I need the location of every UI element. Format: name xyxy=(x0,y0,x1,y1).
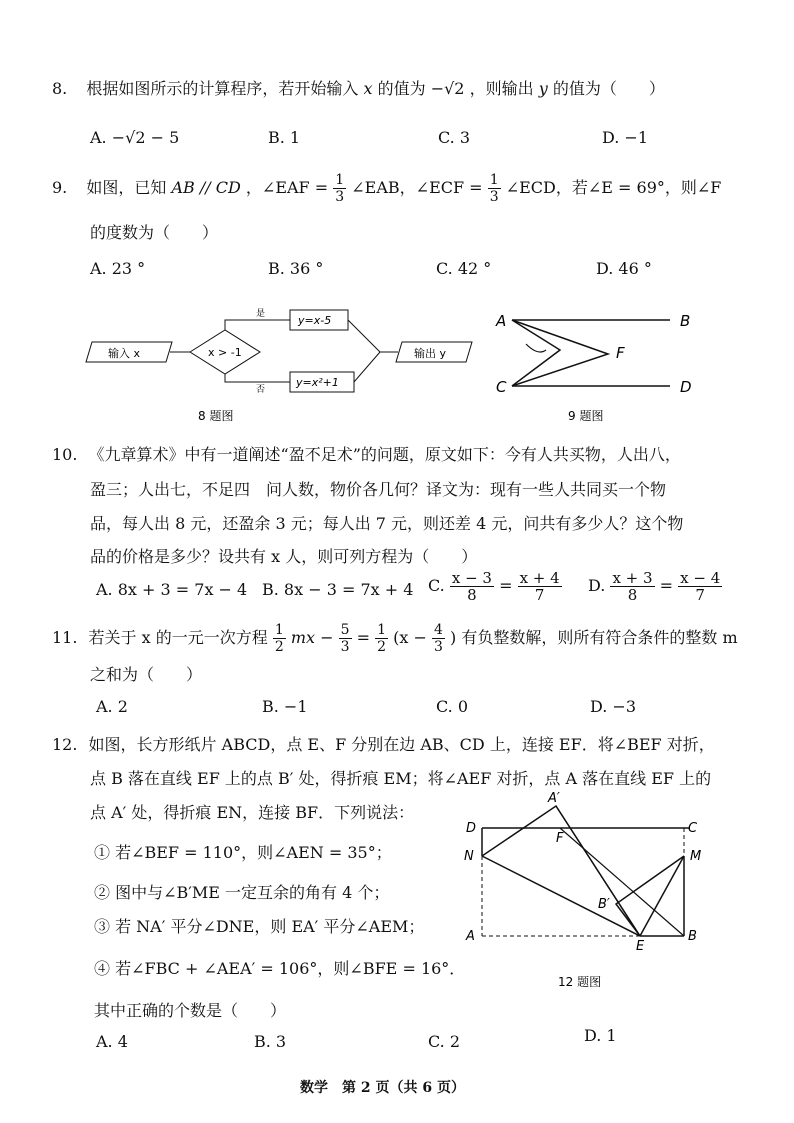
q12-statement-3: ③ 若 NA′ 平分∠DNE，则 EA′ 平分∠AEM； xyxy=(94,917,425,936)
q9-fraction-2: $\frac{1}{3}$ xyxy=(489,172,499,205)
q12-stem-line3: 点 A′ 处，得折痕 EN，连接 BF．下列说法： xyxy=(90,803,415,822)
q9-option-b: B. 36 ° xyxy=(268,259,324,278)
flowchart-condition-text: x > -1 xyxy=(208,346,242,359)
q10-stem-line2: 盈三；人出七，不足四 问人数，物价各几何？译文为：现有一些人共同买一个物 xyxy=(90,480,667,499)
flowchart-output-text: 输出 y xyxy=(414,347,447,360)
q9-option-a: A. 23 ° xyxy=(90,259,146,278)
q11-stem-line1: 11. 若关于 x 的一元一次方程 $\frac{1}{2}$ mx − $\frac{5}{3}$ = $\frac{1}{2}$ (x − $\frac{4}{3}$ ) 有负整数解，则所有符合条件的整数 m xyxy=(52,622,738,655)
q10-stem-line3: 品，每人出 8 元，还盈余 3 元；每人出 7 元，则还差 4 元，问共有多少人？这个物 xyxy=(90,514,684,533)
fold-n-a1-e xyxy=(482,806,640,936)
q10-stem-line4: 品的价格是多少？设共有 x 人，则可列方程为（ ） xyxy=(90,547,478,566)
q11-stem-line2: 之和为（ ） xyxy=(90,665,203,684)
q10-option-a: A. 8x + 3 = 7x − 4 xyxy=(96,580,248,599)
q8-text-a: 根据如图所示的计算程序，若开始输入 xyxy=(86,79,359,98)
q9-stem-line2: 的度数为（ ） xyxy=(90,223,219,242)
flowchart-top-formula: y=x-5 xyxy=(298,314,332,327)
crease-en xyxy=(482,856,640,936)
path-a-e-c xyxy=(512,320,560,386)
flowchart-yes-label: 是 xyxy=(256,309,266,319)
flowchart-bottom-box xyxy=(290,372,354,392)
figure-9-caption: 9 题图 xyxy=(568,409,604,423)
label-a: A xyxy=(496,312,507,330)
label-c: C xyxy=(688,821,698,836)
q9-text-c: ∠EAB，∠ECF = xyxy=(351,178,483,197)
flowchart-bottom-formula: y=x²+1 xyxy=(296,376,339,389)
figure-12-diagram xyxy=(460,790,720,995)
q9-number: 9. xyxy=(52,178,68,197)
q9-stem-line1 xyxy=(52,172,721,205)
q12-stem-line2: 点 B 落在直线 EF 上的点 B′ 处，得折痕 EM；将∠AEF 对折，点 A 落在直线 EF 上的 xyxy=(90,769,712,788)
q8-text-d: 的值为（ ） xyxy=(552,79,665,98)
q10-option-d: D. $\frac{x + 3}{8}$ = $\frac{x - 4}{7}$ xyxy=(588,569,721,604)
q9-fraction-1: $\frac{1}{3}$ xyxy=(335,172,345,205)
flowchart-top-box xyxy=(290,310,348,330)
q10-text-1: 《九章算术》中有一道阐述“盈不足术”的问题，原文如下：今有人共买物，人出八， xyxy=(88,445,681,464)
q12-option-d: D. 1 xyxy=(584,1026,617,1045)
q12-stem-line1: 12. 如图，长方形纸片 ABCD，点 E、F 分别在边 AB、CD 上，连接 EF．将∠BEF 对折， xyxy=(52,735,715,754)
scribble-mark xyxy=(526,344,546,352)
q8-text-b: 的值为 xyxy=(377,79,426,98)
q8-option-a: A. −√2 − 5 xyxy=(90,128,180,147)
flowchart-input-box xyxy=(86,342,172,362)
flowchart-no-label: 否 xyxy=(256,385,266,395)
q8-var-y: y xyxy=(538,79,548,98)
figure-9-diagram xyxy=(490,304,710,429)
label-f: F xyxy=(556,831,564,846)
flowchart-condition-diamond xyxy=(190,330,260,374)
figure-8-caption: 8 题图 xyxy=(198,409,234,423)
q12-question: 其中正确的个数是（ ） xyxy=(94,1001,287,1020)
q8-option-d: D. −1 xyxy=(602,128,649,147)
q9-option-c: C. 42 ° xyxy=(436,259,492,278)
q12-statement-2: ② 图中与∠B′ME 一定互余的角有 4 个； xyxy=(94,883,390,902)
q9-text-d: ∠ECD，若∠E = 69°，则∠F xyxy=(505,178,722,197)
line-fb xyxy=(560,828,684,936)
q8-text-c: ，则输出 xyxy=(469,79,534,98)
q8-input-value: −√2 xyxy=(430,79,465,98)
label-n: N xyxy=(464,849,474,864)
label-m: M xyxy=(690,849,702,864)
q12-option-c: C. 2 xyxy=(428,1032,461,1051)
q10-option-b: B. 8x − 3 = 7x + 4 xyxy=(262,580,414,599)
label-d: D xyxy=(466,821,477,836)
crease-em xyxy=(640,856,684,936)
q12-statement-1: ① 若∠BEF = 110°，则∠AEN = 35°； xyxy=(94,843,392,862)
line-fe xyxy=(556,806,640,936)
fold-m-b1-e xyxy=(616,856,684,936)
figure-12-caption: 12 题图 xyxy=(558,975,602,989)
q9-parallel: AB // CD xyxy=(171,178,241,197)
q12-option-b: B. 3 xyxy=(254,1032,287,1051)
flowchart-input-text: 输入 x xyxy=(108,347,141,360)
q11-option-a: A. 2 xyxy=(96,697,128,716)
q8-stem xyxy=(52,76,665,99)
label-e: E xyxy=(636,939,645,954)
q9-text-a: 如图，已知 xyxy=(86,178,167,197)
q8-option-c: C. 3 xyxy=(438,128,471,147)
q12-statement-4: ④ 若∠FBC + ∠AEA′ = 106°，则∠BFE = 16°． xyxy=(94,959,466,978)
label-a: A xyxy=(466,929,475,944)
q10-number: 10. xyxy=(52,445,78,464)
label-b: B xyxy=(680,312,691,330)
q11-number: 11. xyxy=(52,628,78,647)
q11-option-b: B. −1 xyxy=(262,697,308,716)
q12-option-a: A. 4 xyxy=(96,1032,128,1051)
q8-number: 8. xyxy=(52,79,68,98)
q8-var-x: x xyxy=(363,79,373,98)
q12-number: 12. xyxy=(52,735,78,754)
page-footer: 数学 第 2 页（共 6 页） xyxy=(300,1080,465,1096)
label-d: D xyxy=(680,378,692,396)
figure-8-flowchart xyxy=(80,300,480,430)
q11-option-d: D. −3 xyxy=(590,697,637,716)
label-b-prime: B′ xyxy=(598,897,610,912)
q8-option-b: B. 1 xyxy=(268,128,301,147)
label-c: C xyxy=(496,378,507,396)
q9-option-d: D. 46 ° xyxy=(596,259,652,278)
label-f: F xyxy=(616,344,625,362)
q10-option-c: C. $\frac{x - 3}{8}$ = $\frac{x + 4}{7}$ xyxy=(428,569,560,604)
label-a-prime: A′ xyxy=(548,791,560,806)
label-b: B xyxy=(688,929,697,944)
q11-option-c: C. 0 xyxy=(436,697,469,716)
q9-text-b: ，∠EAF = xyxy=(245,178,329,197)
q10-stem-line1 xyxy=(52,442,681,465)
flowchart-output-box xyxy=(396,342,472,362)
